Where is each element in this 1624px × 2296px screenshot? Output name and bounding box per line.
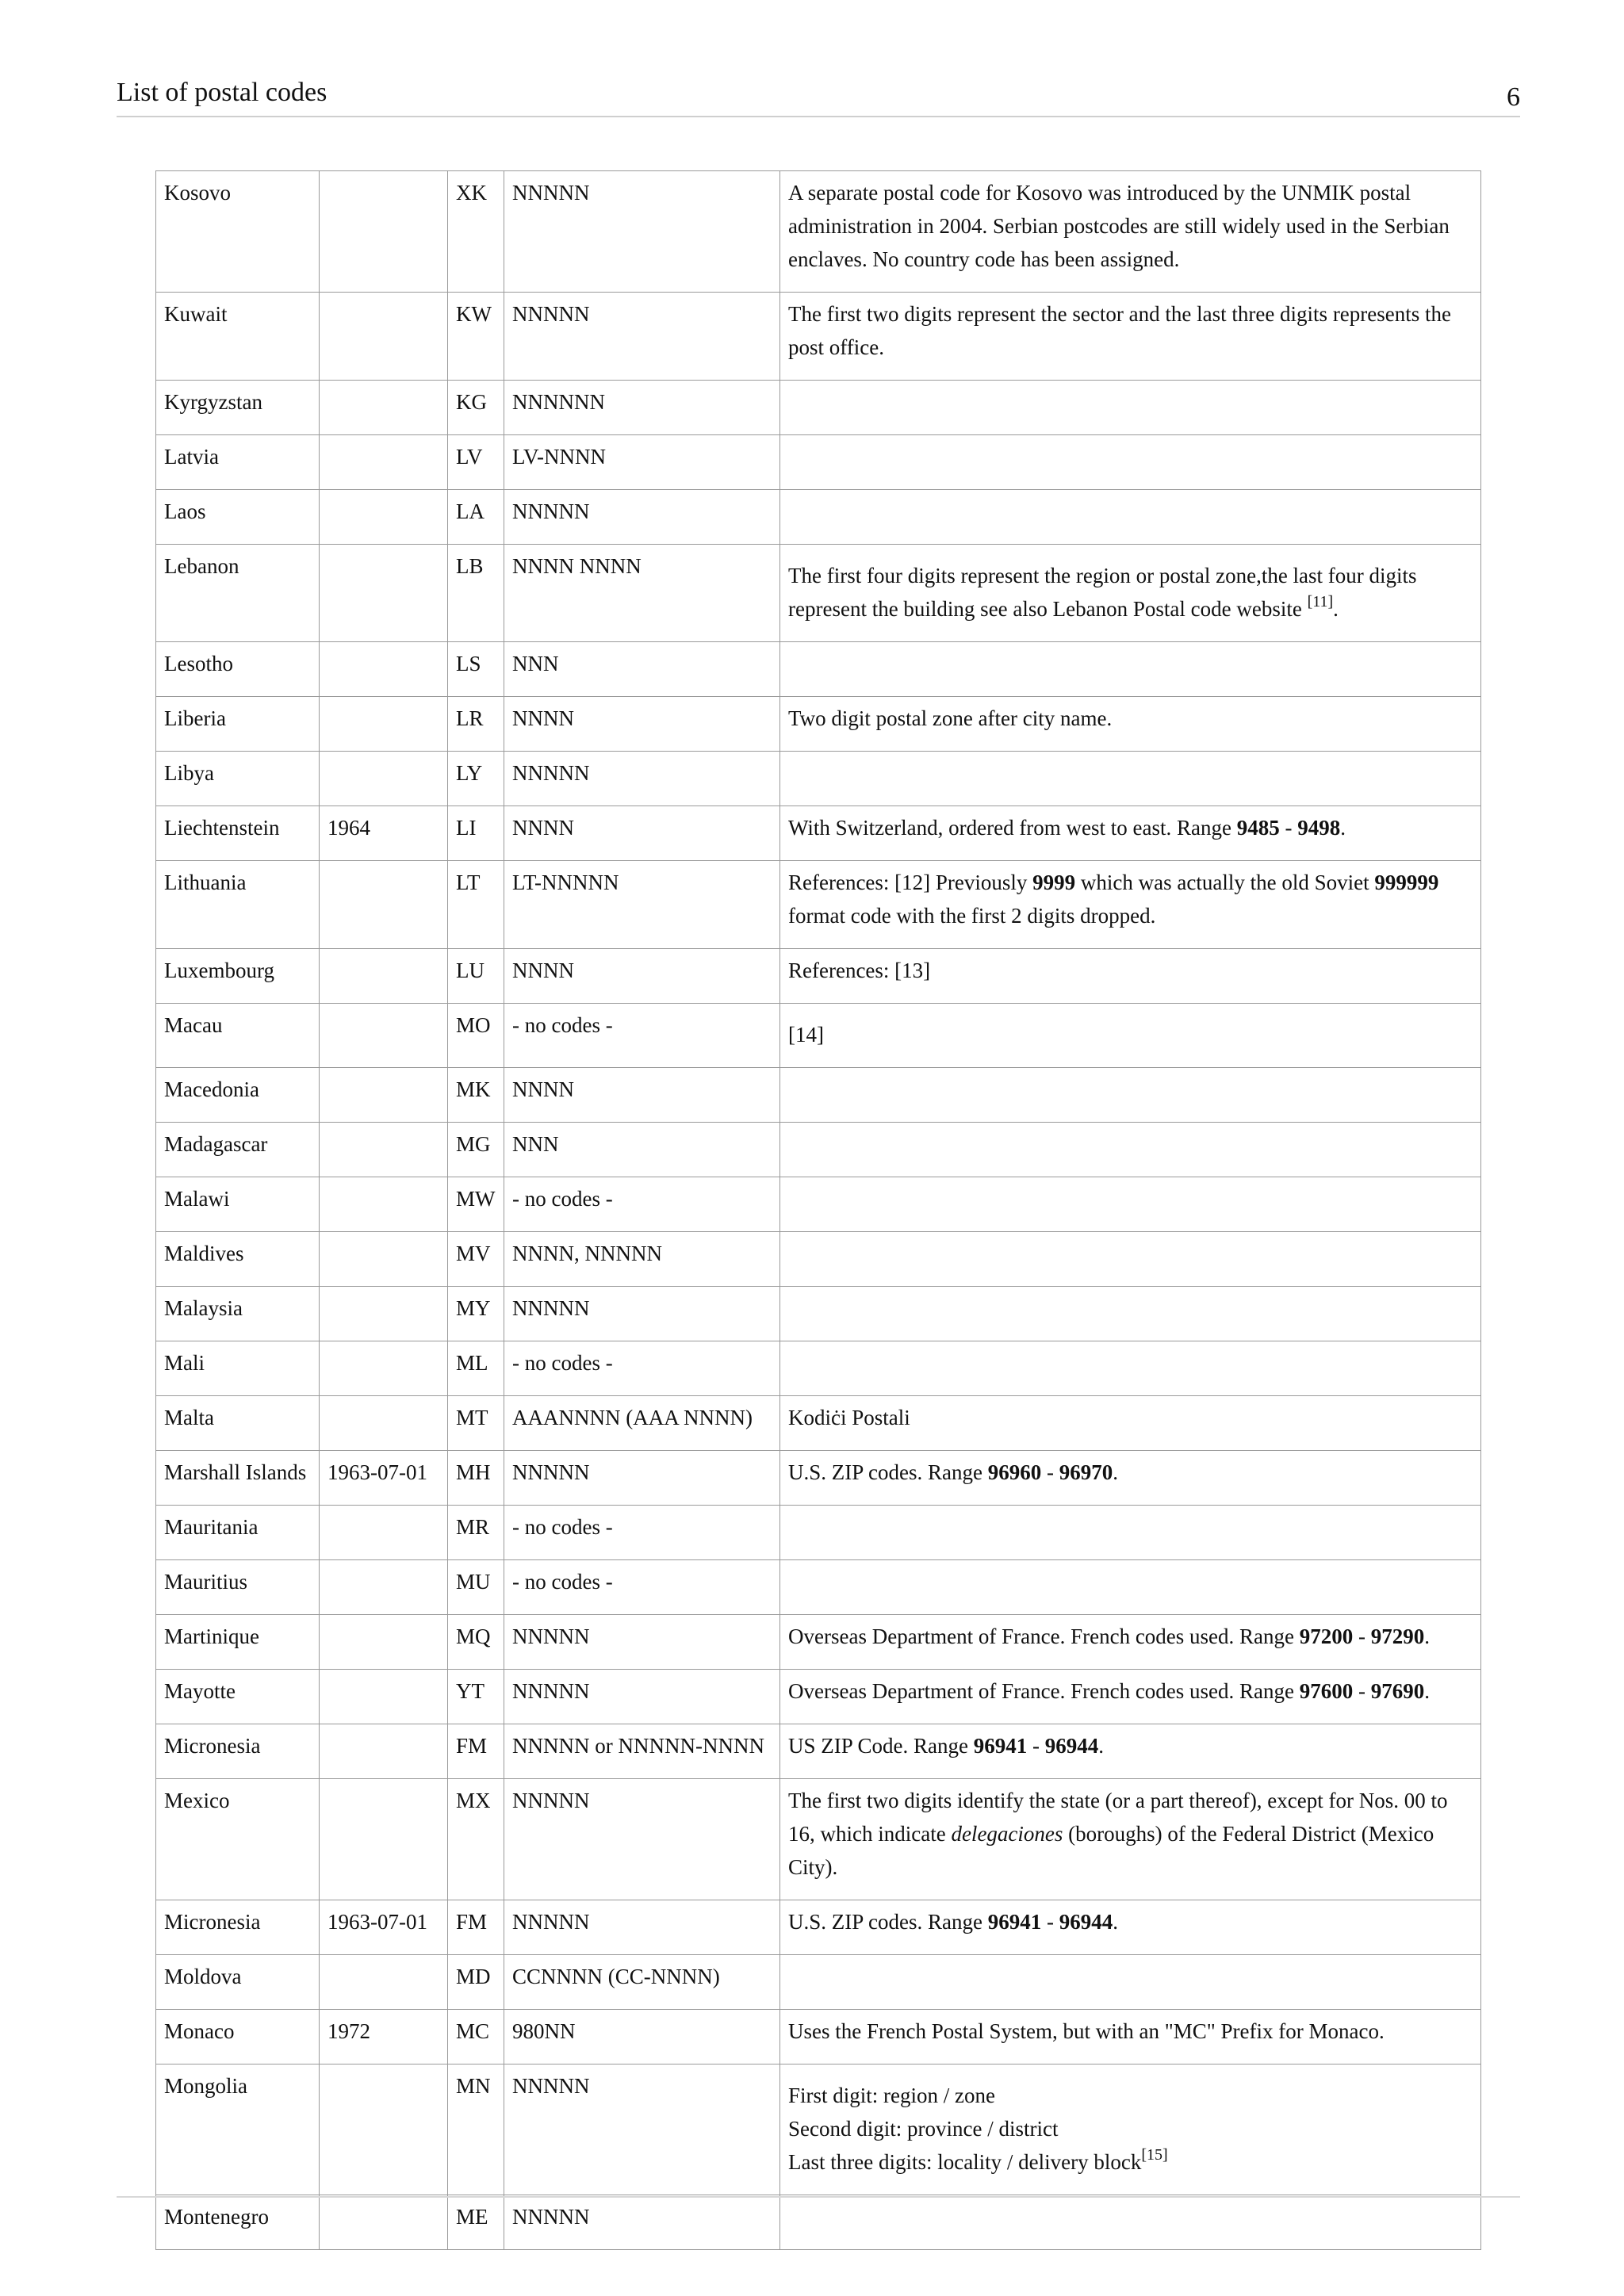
notes-segment: 96944 — [1059, 1910, 1113, 1934]
notes-segment: First digit: region / zone — [788, 2084, 995, 2107]
notes-segment: which was actually the old Soviet — [1075, 871, 1375, 894]
country-cell: Malawi — [156, 1177, 320, 1232]
postal-format-cell: - no codes - — [504, 1341, 780, 1396]
date-cell — [320, 1560, 448, 1615]
notes-cell — [780, 171, 1481, 293]
postal-format-cell: NNNNN — [504, 293, 780, 381]
notes-text — [788, 2079, 1473, 2179]
iso-code-cell: LY — [448, 752, 504, 806]
notes-segment: [14] — [788, 1023, 824, 1047]
table-row — [156, 949, 1481, 1004]
iso-code-cell: MD — [448, 1955, 504, 2010]
iso-code-cell: KW — [448, 293, 504, 381]
notes-segment: - — [1353, 1624, 1371, 1648]
postal-format-cell: NNN — [504, 642, 780, 697]
iso-code-cell: MW — [448, 1177, 504, 1232]
table-row — [156, 1068, 1481, 1123]
postal-format-cell: NNNN — [504, 697, 780, 752]
iso-code-cell: MH — [448, 1451, 504, 1506]
date-cell — [320, 2195, 448, 2250]
iso-code-cell: FM — [448, 1900, 504, 1955]
notes-segment: Two digit postal zone after city name. — [788, 706, 1113, 730]
notes-cell — [780, 2195, 1481, 2250]
notes-segment: delegaciones — [951, 1822, 1063, 1846]
notes-text — [788, 871, 1438, 928]
table-row — [156, 1177, 1481, 1232]
date-cell — [320, 1724, 448, 1779]
iso-code-cell: LU — [448, 949, 504, 1004]
iso-code-cell: MY — [448, 1287, 504, 1341]
country-cell: Macau — [156, 1004, 320, 1068]
footer-rule — [117, 2196, 1520, 2198]
notes-segment: . — [1424, 1624, 1431, 1648]
postal-format-cell: LT-NNNNN — [504, 861, 780, 949]
notes-cell — [780, 1451, 1481, 1506]
notes-cell — [780, 293, 1481, 381]
country-cell: Libya — [156, 752, 320, 806]
notes-cell — [780, 1615, 1481, 1670]
notes-text — [788, 1789, 1448, 1879]
notes-segment: 96960 — [987, 1460, 1042, 1484]
date-cell — [320, 1955, 448, 2010]
iso-code-cell: MU — [448, 1560, 504, 1615]
country-cell: Latvia — [156, 435, 320, 490]
notes-segment: . — [1113, 1460, 1118, 1484]
notes-segment: - — [1027, 1734, 1045, 1758]
postal-format-cell: AAANNNN (AAA NNNN) — [504, 1396, 780, 1451]
date-cell: 1963-07-01 — [320, 1900, 448, 1955]
iso-code-cell: LA — [448, 490, 504, 545]
notes-cell — [780, 642, 1481, 697]
notes-cell — [780, 1396, 1481, 1451]
postal-format-cell: NNNNN — [504, 1900, 780, 1955]
postal-format-cell: 980NN — [504, 2010, 780, 2064]
notes-cell — [780, 490, 1481, 545]
iso-code-cell: FM — [448, 1724, 504, 1779]
table-row — [156, 1900, 1481, 1955]
notes-segment: 9485 — [1236, 816, 1280, 840]
notes-segment: The first four digits represent the region or postal zone,the last four digits represent the building see also Lebanon Postal code website — [788, 564, 1417, 621]
postal-format-cell: NNNNN — [504, 1779, 780, 1900]
country-cell: Laos — [156, 490, 320, 545]
notes-segment: . — [1333, 597, 1339, 621]
iso-code-cell: LB — [448, 545, 504, 642]
table-row — [156, 1724, 1481, 1779]
date-cell — [320, 293, 448, 381]
notes-segment: (boroughs) of the Federal District (Mexico City). — [788, 1822, 1434, 1879]
country-cell: Macedonia — [156, 1068, 320, 1123]
notes-cell — [780, 1123, 1481, 1177]
postal-format-cell: NNNNN — [504, 752, 780, 806]
date-cell — [320, 381, 448, 435]
date-cell — [320, 1123, 448, 1177]
country-cell: Mexico — [156, 1779, 320, 1900]
country-cell: Montenegro — [156, 2195, 320, 2250]
iso-code-cell: ME — [448, 2195, 504, 2250]
table-row — [156, 1451, 1481, 1506]
notes-segment: 97290 — [1370, 1624, 1425, 1648]
country-cell: Micronesia — [156, 1900, 320, 1955]
notes-cell — [780, 1670, 1481, 1724]
date-cell — [320, 435, 448, 490]
table-row — [156, 1232, 1481, 1287]
notes-cell — [780, 2064, 1481, 2195]
postal-format-cell: - no codes - — [504, 1560, 780, 1615]
iso-code-cell: KG — [448, 381, 504, 435]
country-cell: Kuwait — [156, 293, 320, 381]
notes-segment: . — [1113, 1910, 1118, 1934]
notes-cell — [780, 1177, 1481, 1232]
date-cell — [320, 1670, 448, 1724]
notes-text — [788, 1624, 1430, 1648]
iso-code-cell: MR — [448, 1506, 504, 1560]
notes-text — [788, 1460, 1118, 1484]
country-cell: Liechtenstein — [156, 806, 320, 861]
table-row — [156, 1955, 1481, 2010]
notes-cell — [780, 1900, 1481, 1955]
postal-format-cell: NNNNN — [504, 1615, 780, 1670]
country-cell: Kosovo — [156, 171, 320, 293]
notes-cell — [780, 1068, 1481, 1123]
country-cell: Lithuania — [156, 861, 320, 949]
country-cell: Martinique — [156, 1615, 320, 1670]
notes-text — [788, 1679, 1430, 1703]
country-cell: Micronesia — [156, 1724, 320, 1779]
date-cell — [320, 1506, 448, 1560]
postal-format-cell: - no codes - — [504, 1177, 780, 1232]
notes-segment: Overseas Department of France. French codes used. Range — [788, 1679, 1300, 1703]
iso-code-cell: MC — [448, 2010, 504, 2064]
postal-format-cell: NNNNN — [504, 1451, 780, 1506]
iso-code-cell: XK — [448, 171, 504, 293]
date-cell — [320, 1232, 448, 1287]
notes-text — [788, 959, 930, 982]
date-cell — [320, 1004, 448, 1068]
country-cell: Lesotho — [156, 642, 320, 697]
table-row — [156, 2195, 1481, 2250]
table-row — [156, 1004, 1481, 1068]
date-cell — [320, 490, 448, 545]
country-cell: Mayotte — [156, 1670, 320, 1724]
table-row — [156, 2010, 1481, 2064]
notes-text — [788, 181, 1450, 271]
iso-code-cell: MG — [448, 1123, 504, 1177]
iso-code-cell: MV — [448, 1232, 504, 1287]
country-cell: Monaco — [156, 2010, 320, 2064]
country-cell: Moldova — [156, 1955, 320, 2010]
page-number: 6 — [1507, 82, 1520, 112]
notes-cell — [780, 1560, 1481, 1615]
date-cell: 1963-07-01 — [320, 1451, 448, 1506]
notes-cell — [780, 1724, 1481, 1779]
postal-format-cell: - no codes - — [504, 1506, 780, 1560]
table-row — [156, 1615, 1481, 1670]
country-cell: Liberia — [156, 697, 320, 752]
notes-segment: References: [12] Previously — [788, 871, 1033, 894]
postal-codes-table — [155, 170, 1481, 2250]
date-cell — [320, 1177, 448, 1232]
notes-segment: With Switzerland, ordered from west to east. Range — [788, 816, 1237, 840]
postal-format-cell: NNNNN — [504, 2195, 780, 2250]
date-cell — [320, 642, 448, 697]
notes-cell — [780, 1955, 1481, 2010]
date-cell — [320, 171, 448, 293]
notes-cell — [780, 1341, 1481, 1396]
notes-text — [788, 302, 1451, 359]
notes-segment: - — [1279, 816, 1298, 840]
table-row — [156, 1396, 1481, 1451]
notes-segment: Kodiċi Postali — [788, 1406, 910, 1429]
table-row — [156, 171, 1481, 293]
country-cell: Madagascar — [156, 1123, 320, 1177]
date-cell: 1964 — [320, 806, 448, 861]
notes-cell — [780, 752, 1481, 806]
table-row — [156, 697, 1481, 752]
notes-text — [788, 1406, 910, 1429]
iso-code-cell: LI — [448, 806, 504, 861]
country-cell: Kyrgyzstan — [156, 381, 320, 435]
notes-cell — [780, 1779, 1481, 1900]
date-cell — [320, 752, 448, 806]
notes-segment: 9999 — [1032, 871, 1076, 894]
notes-cell — [780, 697, 1481, 752]
date-cell — [320, 1068, 448, 1123]
reference-marker[interactable]: [15] — [1141, 2146, 1168, 2164]
postal-format-cell: NNNNNN — [504, 381, 780, 435]
table-row — [156, 293, 1481, 381]
notes-text — [788, 2019, 1385, 2043]
date-cell — [320, 1341, 448, 1396]
postal-format-cell: NNNN — [504, 806, 780, 861]
notes-segment: References: [13] — [788, 959, 931, 982]
notes-cell — [780, 381, 1481, 435]
country-cell: Luxembourg — [156, 949, 320, 1004]
notes-segment: 999999 — [1374, 871, 1439, 894]
notes-text — [788, 1910, 1118, 1934]
country-cell: Mali — [156, 1341, 320, 1396]
notes-cell — [780, 2010, 1481, 2064]
notes-cell — [780, 806, 1481, 861]
postal-format-cell: LV-NNNN — [504, 435, 780, 490]
notes-cell — [780, 1004, 1481, 1068]
notes-segment: A separate postal code for Kosovo was introduced by the UNMIK postal administration in 2004. Serbian postcodes are still widely used in the Serbian enclaves. No country code has been assigned. — [788, 181, 1450, 271]
iso-code-cell: LS — [448, 642, 504, 697]
notes-cell — [780, 1287, 1481, 1341]
postal-format-cell: NNNNN — [504, 1287, 780, 1341]
notes-segment: format code with the first 2 digits dropped. — [788, 904, 1156, 928]
postal-format-cell: NNNN, NNNNN — [504, 1232, 780, 1287]
iso-code-cell: MT — [448, 1396, 504, 1451]
postal-format-cell: NNNNN — [504, 1670, 780, 1724]
notes-cell — [780, 949, 1481, 1004]
country-cell: Mongolia — [156, 2064, 320, 2195]
notes-segment: Overseas Department of France. French codes used. Range — [788, 1624, 1300, 1648]
date-cell — [320, 1396, 448, 1451]
table-row — [156, 861, 1481, 949]
postal-format-cell: NNNNN — [504, 171, 780, 293]
notes-segment: . — [1424, 1679, 1431, 1703]
postal-format-cell: - no codes - — [504, 1004, 780, 1068]
postal-format-cell: NNNN — [504, 949, 780, 1004]
notes-cell — [780, 1506, 1481, 1560]
table-row — [156, 806, 1481, 861]
reference-marker[interactable]: [11] — [1307, 593, 1334, 610]
table-row — [156, 2064, 1481, 2195]
notes-segment: Last three digits: locality / delivery block — [788, 2150, 1142, 2174]
notes-segment: 97690 — [1370, 1679, 1425, 1703]
postal-codes-table-body — [156, 171, 1481, 2250]
iso-code-cell: MN — [448, 2064, 504, 2195]
notes-text — [788, 816, 1346, 840]
iso-code-cell: MQ — [448, 1615, 504, 1670]
notes-text — [788, 559, 1473, 626]
postal-format-cell: NNNNN or NNNNN-NNNN — [504, 1724, 780, 1779]
page-header — [117, 75, 1520, 117]
iso-code-cell: MO — [448, 1004, 504, 1068]
notes-text — [788, 706, 1112, 730]
notes-segment: 97200 — [1299, 1624, 1354, 1648]
notes-segment: 96941 — [973, 1734, 1028, 1758]
postal-format-cell: NNNNN — [504, 490, 780, 545]
notes-segment: 96941 — [987, 1910, 1042, 1934]
table-row — [156, 1506, 1481, 1560]
date-cell: 1972 — [320, 2010, 448, 2064]
table-row — [156, 545, 1481, 642]
iso-code-cell: ML — [448, 1341, 504, 1396]
page-title: List of postal codes — [117, 78, 327, 107]
notes-segment: - — [1353, 1679, 1371, 1703]
notes-cell — [780, 545, 1481, 642]
notes-cell — [780, 1232, 1481, 1287]
table-row — [156, 1123, 1481, 1177]
date-cell — [320, 861, 448, 949]
country-cell: Maldives — [156, 1232, 320, 1287]
country-cell: Marshall Islands — [156, 1451, 320, 1506]
notes-segment: - — [1041, 1910, 1059, 1934]
table-row — [156, 1779, 1481, 1900]
notes-cell — [780, 435, 1481, 490]
notes-segment: Uses the French Postal System, but with an "MC" Prefix for Monaco. — [788, 2019, 1385, 2043]
notes-text — [788, 1018, 1473, 1051]
date-cell — [320, 1287, 448, 1341]
notes-segment: . — [1098, 1734, 1104, 1758]
notes-segment: 96944 — [1044, 1734, 1099, 1758]
notes-segment: 9498 — [1297, 816, 1341, 840]
notes-segment: 96970 — [1059, 1460, 1113, 1484]
table-row — [156, 1341, 1481, 1396]
notes-segment: Second digit: province / district — [788, 2117, 1059, 2141]
date-cell — [320, 2064, 448, 2195]
country-cell: Malaysia — [156, 1287, 320, 1341]
notes-segment: US ZIP Code. Range — [788, 1734, 974, 1758]
country-cell: Malta — [156, 1396, 320, 1451]
iso-code-cell: LR — [448, 697, 504, 752]
table-row — [156, 752, 1481, 806]
country-cell: Mauritania — [156, 1506, 320, 1560]
postal-format-cell: NNNN — [504, 1068, 780, 1123]
notes-segment: The first two digits represent the sector and the last three digits represents the post office. — [788, 302, 1451, 359]
iso-code-cell: LT — [448, 861, 504, 949]
iso-code-cell: MX — [448, 1779, 504, 1900]
table-row — [156, 1670, 1481, 1724]
postal-format-cell: NNN — [504, 1123, 780, 1177]
table-row — [156, 1560, 1481, 1615]
postal-format-cell: NNNNN — [504, 2064, 780, 2195]
postal-format-cell: CCNNNN (CC-NNNN) — [504, 1955, 780, 2010]
notes-segment: The first two digits identify the state (or a part thereof), except for Nos. 00 to 16, which indicate — [788, 1789, 1448, 1846]
notes-segment: 97600 — [1299, 1679, 1354, 1703]
notes-segment: U.S. ZIP codes. Range — [788, 1460, 988, 1484]
iso-code-cell: MK — [448, 1068, 504, 1123]
postal-format-cell: NNNN NNNN — [504, 545, 780, 642]
table-row — [156, 381, 1481, 435]
notes-segment: U.S. ZIP codes. Range — [788, 1910, 988, 1934]
notes-segment: - — [1041, 1460, 1059, 1484]
country-cell: Mauritius — [156, 1560, 320, 1615]
date-cell — [320, 697, 448, 752]
table-row — [156, 642, 1481, 697]
table-row — [156, 435, 1481, 490]
date-cell — [320, 949, 448, 1004]
country-cell: Lebanon — [156, 545, 320, 642]
date-cell — [320, 1615, 448, 1670]
iso-code-cell: YT — [448, 1670, 504, 1724]
date-cell — [320, 1779, 448, 1900]
table-row — [156, 490, 1481, 545]
date-cell — [320, 545, 448, 642]
notes-text — [788, 1734, 1104, 1758]
notes-cell — [780, 861, 1481, 949]
table-row — [156, 1287, 1481, 1341]
notes-segment: . — [1340, 816, 1346, 840]
iso-code-cell: LV — [448, 435, 504, 490]
